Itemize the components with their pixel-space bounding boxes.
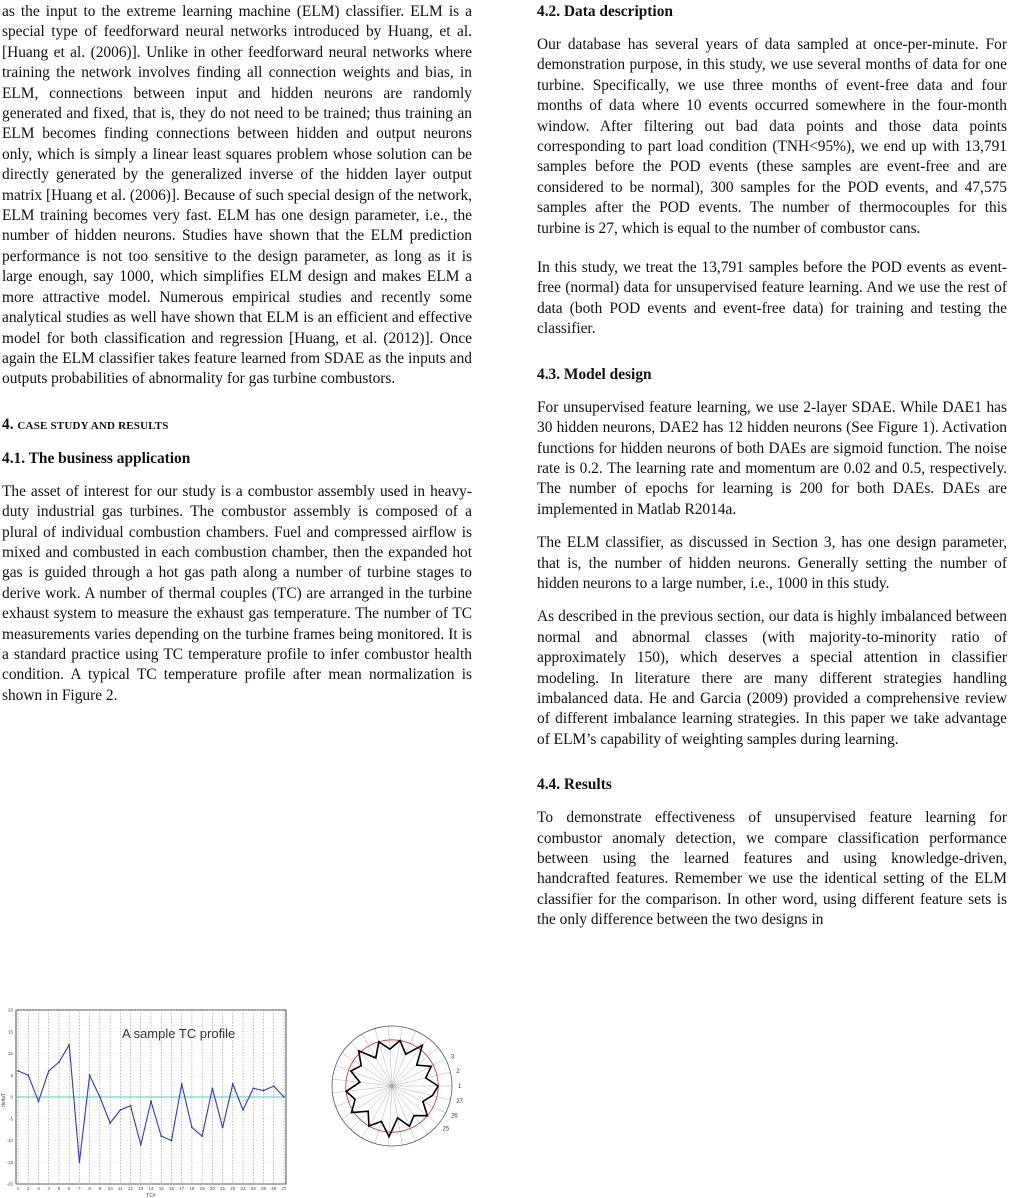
polar-spoke — [351, 1086, 392, 1130]
polar-labels — [443, 1054, 464, 1132]
tc-data-point — [27, 1074, 29, 1076]
polar-spoke — [389, 1026, 392, 1086]
x-tick-label: 2 — [27, 1186, 30, 1191]
x-tick-label: 6 — [67, 1186, 71, 1191]
y-tick-label: -15 — [6, 1159, 13, 1165]
x-tick-label: 9 — [98, 1186, 102, 1191]
tc-data-point — [181, 1083, 183, 1085]
polar-spoke — [375, 1029, 392, 1086]
x-tick-label: 4 — [47, 1186, 50, 1191]
polar-label: 26 — [450, 1113, 458, 1120]
tc-data-point — [58, 1061, 60, 1063]
tc-data-point — [68, 1044, 70, 1046]
x-tick-label: 25 — [260, 1186, 267, 1191]
x-tick-label: 26 — [271, 1186, 277, 1191]
x-tick-label: 13 — [138, 1186, 144, 1191]
x-tick-label: 17 — [179, 1186, 185, 1191]
polar-spoke — [392, 1086, 402, 1145]
x-tick-label: 20 — [209, 1186, 215, 1191]
polar-label: 3 — [450, 1054, 455, 1061]
polar-spoke — [392, 1027, 402, 1086]
tc-profile-line-chart — [0, 1000, 300, 1198]
polar-label: 27 — [456, 1099, 463, 1106]
polar-spoke — [392, 1086, 446, 1113]
tc-data-point — [79, 1161, 81, 1163]
tc-data-point — [109, 1122, 111, 1124]
polar-label: 1 — [458, 1084, 462, 1090]
x-tick-label: 3 — [37, 1186, 40, 1191]
polar-spoke — [336, 1065, 392, 1086]
x-tick-label: 22 — [230, 1186, 236, 1191]
x-tick-label: 14 — [148, 1186, 154, 1191]
tc-data-point — [273, 1085, 275, 1087]
polar-spokes — [332, 1026, 452, 1146]
paragraph-data-description-1: Our database has several years of data sampled at once-per-minute. For demonstration purpose, in this study, we use several months of data for one turbine. Specifically, we use three months of event-free data and four months of data where 10 events occurred somewhere in the four-month window. After filtering out bad data points and those data points corresponding to part load condition (TNH<95%), we end up with 13,791 samples before the POD events (these samples are event-free and are considered to be normal), 300 samples for the POD events, and 47,575 samples after the POD events. The number of thermocouples for this turbine is 27, which is equal to the number of combustor cans. — [537, 36, 1007, 237]
tc-data-point — [130, 1105, 132, 1107]
left-column — [2, 2, 472, 706]
section-4-heading — [2, 415, 472, 436]
y-tick-label: -5 — [8, 1116, 13, 1122]
paragraph-model-design-2: The ELM classifier, as discussed in Section 3, has one design parameter, that is, the number of hidden neurons. Generally setting the number of hidden neurons to a large number, i.e., 1000 in this study. — [537, 534, 1007, 592]
right-column — [537, 2, 1007, 931]
polar-spoke — [336, 1086, 392, 1107]
tc-data-point — [48, 1070, 50, 1072]
tc-data-point — [38, 1100, 40, 1102]
polar-spoke — [392, 1086, 416, 1141]
tc-data-point — [283, 1096, 285, 1098]
tc-data-point — [191, 1127, 193, 1129]
tc-data-point — [160, 1135, 162, 1137]
paragraph-model-design-1: For unsupervised feature learning, we use 2-layer SDAE. While DAE1 has 30 hidden neurons, DAE2 has 12 hidden neurons (See Figure 1). Activation functions for hidden neurons of both DAEs are sigmoid function. The noise rate is 0.2. The learning rate and momentum are 0.02 and 0.5, respectively. The number of epochs for learning is 200 for both DAEs. DAEs are implemented in Matlab R2014a. — [537, 398, 1007, 518]
x-tick-label: 27 — [281, 1186, 287, 1191]
heading-4-4: 4.4. Results — [537, 776, 612, 794]
paragraph-elm-intro: as the input to the extreme learning machine (ELM) classifier. ELM is a special type of feedforward neural networks introduced by Huang, et al. [Huang et al. (2006)]. Unlike in other feedforward neural networks where training the network involves finding all connection weights and bias, in ELM, connections between input and hidden neurons are randomly generated and fixed, that is, they do not need to be trained; thus training an ELM becomes finding connections between hidden and output neurons only, which is simply a linear least squares problem whose solution can be directly generated by the generalized inverse of the hidden layer output matrix [Huang et al. (2006)]. Because of such special design of the network, ELM training becomes very fast. ELM has one design parameter, i.e., the number of hidden neurons. Studies have shown that the ELM prediction performance is not too sensitive to the design parameter, as long as it is large enough, say 1000, which simplifies ELM design and makes ELM a more attractive model. Numerous empirical studies and recently some analytical studies as well have shown that ELM is an efficient and effective model for both classification and regression [Huang, et al. (2012)]. Once again the ELM classifier takes feature learned from SDAE as the inputs and outputs probabilities of abnormality for gas turbine combustors. — [2, 3, 472, 388]
heading-4-1: 4.1. The business application — [2, 449, 191, 467]
x-tick-label: 23 — [240, 1186, 246, 1191]
tc-data-point — [171, 1140, 173, 1142]
polar-spoke — [392, 1059, 446, 1086]
tc-data-point — [222, 1127, 224, 1129]
y-tick-label: -10 — [6, 1138, 13, 1143]
x-tick-label: 21 — [220, 1186, 226, 1191]
tc-polar-chart — [315, 1000, 515, 1198]
tc-data-point — [17, 1070, 19, 1072]
tc-data-point — [119, 1109, 121, 1111]
heading-4-3: 4.3. Model design — [537, 365, 652, 383]
x-tick-label: 15 — [158, 1186, 164, 1191]
polar-label: 2 — [456, 1068, 460, 1075]
tc-data-point — [211, 1087, 213, 1089]
x-tick-label: 16 — [168, 1186, 174, 1191]
polar-profile-line — [346, 1041, 438, 1137]
x-tick-label: 10 — [107, 1186, 113, 1191]
tc-data-point — [232, 1083, 234, 1085]
line-chart-x-ticks — [17, 1186, 287, 1191]
x-tick-label: 11 — [117, 1186, 123, 1191]
tc-data-point — [150, 1100, 152, 1102]
tc-data-point — [201, 1135, 203, 1137]
x-tick-label: 8 — [88, 1186, 91, 1191]
x-tick-label: 1 — [16, 1186, 20, 1191]
y-tick-label: 10 — [7, 1051, 13, 1056]
section-4-title: CASE STUDY AND RESULTS — [17, 419, 169, 432]
line-chart-title: A sample TC profile — [122, 1026, 236, 1041]
paragraph-model-design-3: As described in the previous section, our data is highly imbalanced between normal and abnormal classes (with majority-to-minority ratio of approximately 150), which deserves a special attention in classifier modeling. In literature there are many different strategies handling imbalanced data. He and Garcia (2009) provided a comprehensive review of different imbalance learning strategies. In this paper we take advantage of ELM’s capability of weighting samples during learning. — [537, 608, 1007, 748]
tc-data-point — [89, 1074, 91, 1076]
x-tick-label: 24 — [250, 1186, 256, 1191]
y-tick-label: 5 — [10, 1072, 13, 1078]
x-tick-label: 19 — [199, 1186, 205, 1191]
tc-data-point — [252, 1087, 254, 1089]
polar-spoke — [392, 1031, 416, 1086]
line-chart-ylabel: deltaT — [1, 1093, 7, 1107]
tc-data-point — [263, 1090, 265, 1092]
y-tick-label: 20 — [7, 1007, 13, 1013]
tc-data-point — [99, 1096, 101, 1098]
y-tick-label: 0 — [10, 1094, 13, 1100]
section-4-number: 4. — [2, 415, 14, 433]
y-tick-label: 15 — [7, 1029, 13, 1035]
x-tick-label: 7 — [78, 1186, 81, 1191]
y-tick-label: -20 — [6, 1181, 13, 1187]
figure-2 — [0, 1000, 520, 1198]
paragraph-data-description-2: In this study, we treat the 13,791 samples before the POD events as event-free (normal) data for unsupervised feature learning. And we use the rest of data (both POD events and event-free data) for training and testing the classifier. — [537, 259, 1007, 338]
tc-data-point — [242, 1109, 244, 1111]
heading-4-2: 4.2. Data description — [537, 3, 673, 20]
polar-label: 25 — [442, 1126, 450, 1133]
x-tick-label: 12 — [128, 1186, 134, 1191]
line-chart-y-ticks — [6, 1008, 13, 1187]
x-tick-label: 5 — [57, 1186, 61, 1191]
tc-data-point — [140, 1144, 142, 1146]
paragraph-results: To demonstrate effectiveness of unsupervised feature learning for combustor anomaly detection, we compare classification performance between using the learned features and using knowledge-driven, handcrafted features. Remember we use the identical setting of the ELM classifier for the comparison. In other word, using different feature sets is the only difference between the two designs in — [537, 809, 1007, 929]
paragraph-business-application: The asset of interest for our study is a combustor assembly used in heavy-duty industrial gas turbines. The combustor assembly is composed of a plural of individual combustion chambers. Fuel and compressed airflow is mixed and combusted in each combustion chamber, then the expanded hot gas is guided through a hot gas path along a number of turbine stages to derive work. A number of thermal couples (TC) are arranged in the turbine exhaust system to measure the exhaust gas temperature. The number of TC measurements varies depending on the turbine frames being monitored. It is a standard practice using TC temperature profile to infer combustor health condition. A typical TC temperature profile after mean normalization is shown in Figure 2. — [2, 482, 472, 704]
line-chart-xlabel: TC# — [146, 1193, 156, 1198]
x-tick-label: 18 — [189, 1186, 195, 1191]
polar-spoke — [362, 1034, 392, 1086]
